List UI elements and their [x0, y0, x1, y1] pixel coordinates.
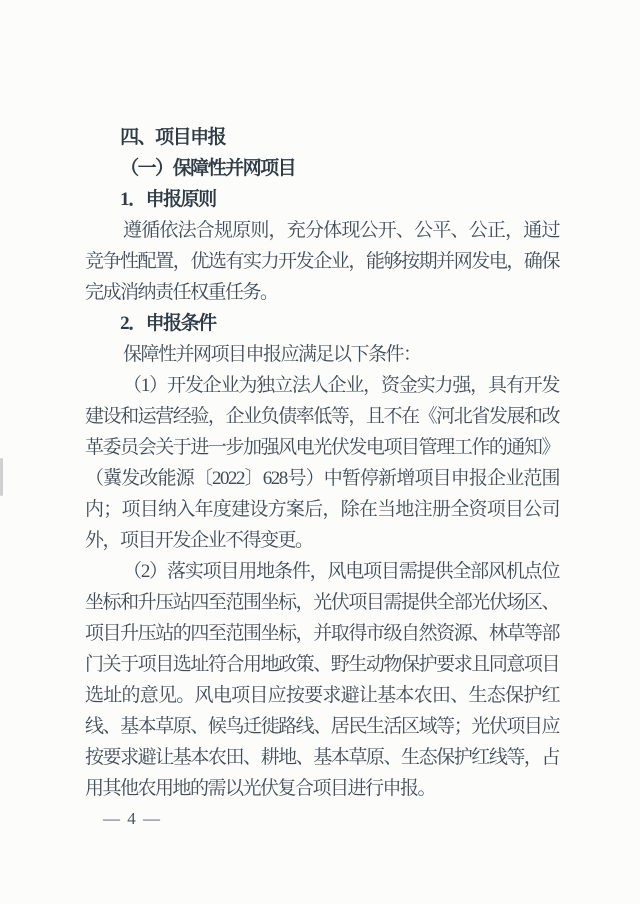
body-paragraph: （2）落实项目用地条件，风电项目需提供全部风机点位坐标和升压站四至范围坐标，光伏项目需提供全部光伏场区、项目升压站的四至范围坐标，并取得市级自然资源、林草等部门关于项目选址符合用地政策、野生动物保护要求且同意项目选址的意见。风电项目应按要求避让基本农田、生态保护红线、基本草原、候鸟迁徙路线、居民生活区域等；光伏项目应按要求避让基本农田、耕地、基本草原、生态保护红线等，占用其他农用地的需以光伏复合项目进行申报。 — [85, 561, 559, 799]
page-number: — 4 — — [103, 809, 162, 828]
body-paragraph: 保障性并网项目申报应满足以下条件： — [123, 344, 421, 365]
scan-artifact — [0, 458, 3, 496]
heading-item: 2．申报条件 — [120, 313, 216, 334]
body-paragraph: （1）开发企业为独立法人企业，资金实力强，具有开发建设和运营经验，企业负债率低等，且不在《河北省发展和改革委员会关于进一步加强风电光伏发电项目管理工作的通知》（冀发改能源〔2022〕628号）中暂停新增项目申报企业范围内；项目纳入年度建设方案后，除在当地注册全资项目公司外，项目开发企业不得变更。 — [85, 375, 559, 551]
heading-item: 1．申报原则 — [120, 189, 216, 210]
heading-subsection: （一）保障性并网项目 — [120, 158, 296, 179]
body-paragraph: 遵循依法合规原则，充分体现公开、公平、公正，通过竞争性配置，优选有实力开发企业，能够按期并网发电，确保完成消纳责任权重任务。 — [85, 220, 559, 303]
heading-section: 四、项目申报 — [120, 127, 226, 148]
document-body — [85, 122, 559, 804]
